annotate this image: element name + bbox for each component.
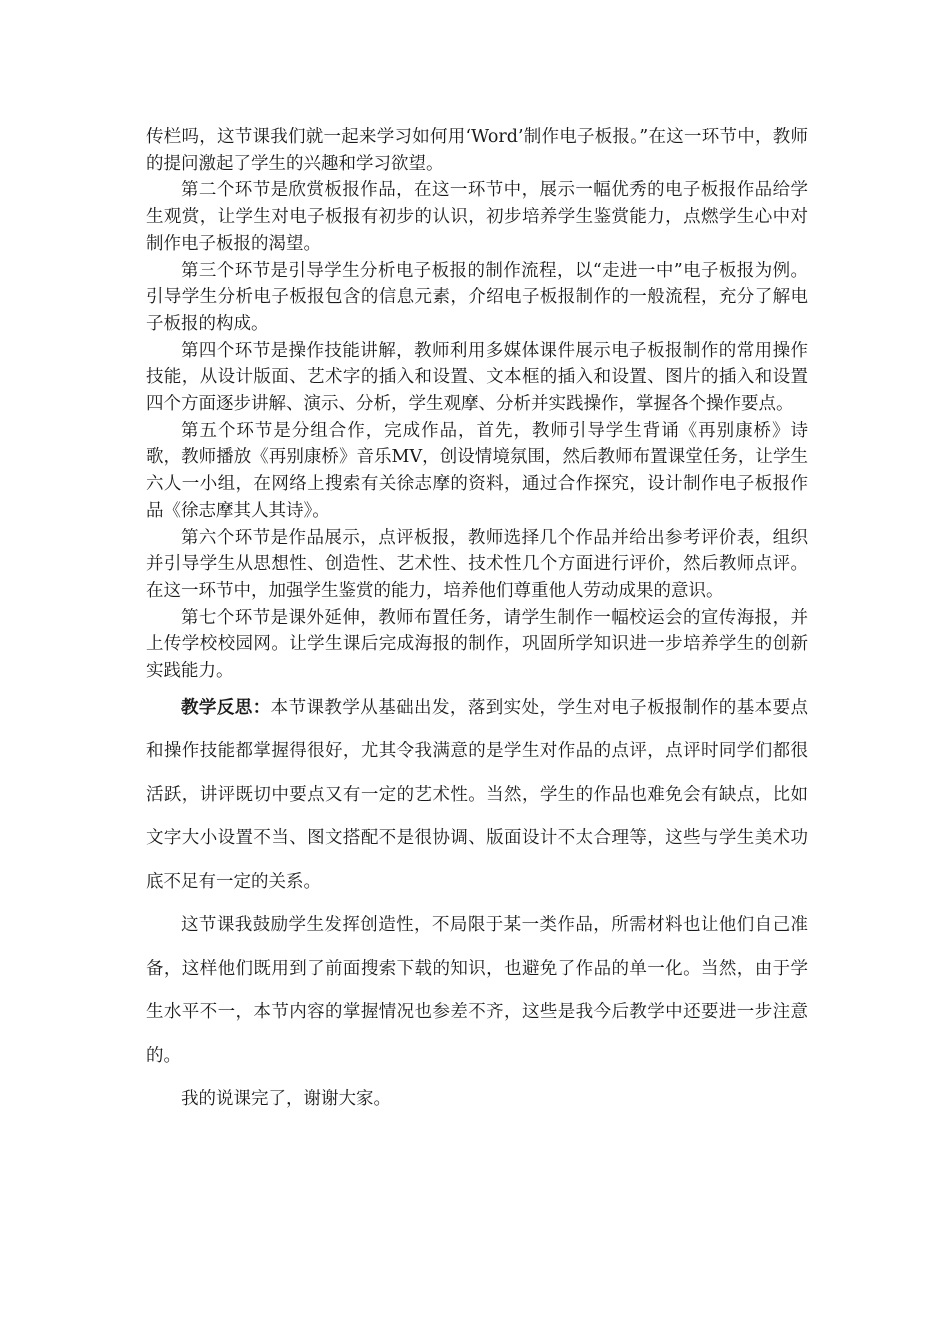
reflection-text: 本节课教学从基础出发，落到实处，学生对电子板报制作的基本要点和操作技能都掌握得很好，尤其令我满意的是学生对作品的点评，点评时同学们都很活跃，讲评既切中要点又有一定的艺术性。当然，学生的作品也难免会有缺点，比如文字大小设置不当、图文搭配不是很协调、版面设计不太合理等，这些与学生美术功底不足有一定的关系。 (146, 697, 809, 892)
paragraph-step-seven: 第七个环节是课外延伸，教师布置任务，请学生制作一幅校运会的宣传海报，并上传学校校园网。让学生课后完成海报的制作，巩固所学知识进一步培养学生的创新实践能力。 (146, 607, 808, 682)
paragraph-step-five: 第五个环节是分组合作，完成作品，首先，教师引导学生背诵《再别康桥》诗歌，教师播放《再别康桥》音乐MV，创设情境氛围，然后教师布置课堂任务，让学生六人一小组，在网络上搜索有关徐志摩的资料，通过合作探究，设计制作电子板报作品《徐志摩其人其诗》。 (146, 420, 808, 521)
paragraph-step-four: 第四个环节是操作技能讲解，教师利用多媒体课件展示电子板报制作的常用操作技能，从设计版面、艺术字的插入和设置、文本框的插入和设置、图片的插入和设置四个方面逐步讲解、演示、分析，学生观摩、分析并实践操作，掌握各个操作要点。 (146, 340, 808, 415)
paragraph-encourage: 这节课我鼓励学生发挥创造性，不局限于某一类作品，所需材料也让他们自己准备，这样他们既用到了前面搜索下载的知识，也避免了作品的单一化。当然，由于学生水平不一，本节内容的掌握情况也参差不齐，这些是我今后教学中还要进一步注意的。 (146, 915, 808, 1066)
reflection-label: 教学反思： (181, 697, 271, 718)
paragraph-step-three: 第三个环节是引导学生分析电子板报的制作流程，以“走进一中”电子板报为例。引导学生分析电子板报包含的信息元素，介绍电子板报制作的一般流程，充分了解电子板报的构成。 (146, 260, 808, 334)
paragraph-step-two: 第二个环节是欣赏板报作品，在这一环节中，展示一幅优秀的电子板报作品给学生观赏，让学生对电子板报有初步的认识，初步培养学生鉴赏能力，点燃学生心中对制作电子板报的渴望。 (146, 180, 808, 254)
paragraph-continuation: 传栏吗，这节课我们就一起来学习如何用‘Word’制作电子板报。”在这一环节中，教师的提问激起了学生的兴趣和学习欲望。 (146, 127, 808, 174)
paragraph-reflection (146, 687, 808, 905)
paragraph-step-six: 第六个环节是作品展示，点评板报，教师选择几个作品并给出参考评价表，组织并引导学生从思想性、创造性、艺术性、技术性几个方面进行评价，然后教师点评。在这一环节中，加强学生鉴赏的能力，培养他们尊重他人劳动成果的意识。 (146, 527, 808, 601)
document-body (146, 124, 808, 1122)
paragraph-closing: 我的说课完了，谢谢大家。 (181, 1089, 391, 1110)
